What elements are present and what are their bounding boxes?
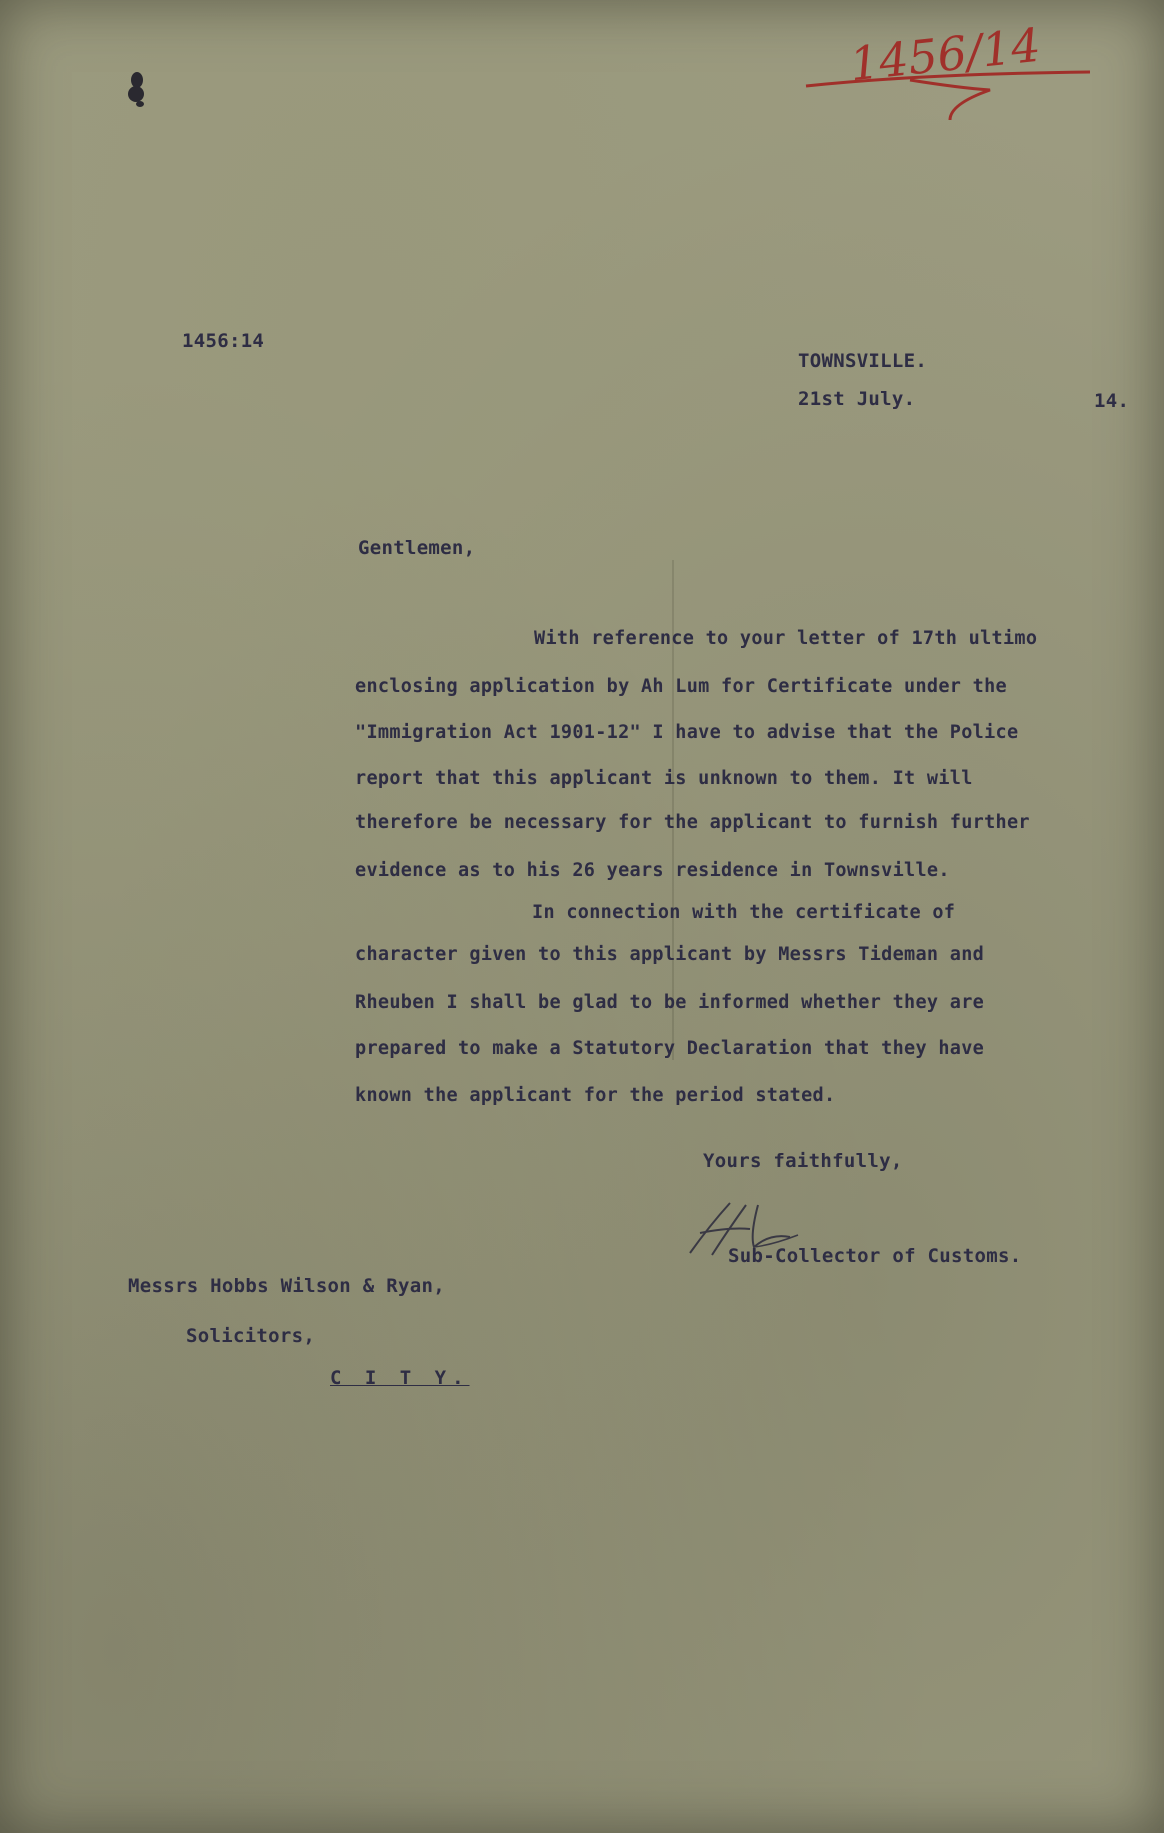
handwritten-reference-text: 1456/14 <box>847 17 1044 92</box>
letter-place: TOWNSVILLE. <box>798 350 928 372</box>
body-line: evidence as to his 26 years residence in Townsville. <box>355 860 950 881</box>
signature-title: Sub-Collector of Customs. <box>728 1245 1022 1267</box>
body-line: In connection with the certificate of <box>532 902 956 923</box>
body-line: prepared to make a Statutory Declaration that they have <box>355 1038 985 1059</box>
salutation: Gentlemen, <box>358 537 476 559</box>
body-line: report that this applicant is unknown to them. It will <box>355 768 973 789</box>
typed-reference-number: 1456:14 <box>182 330 265 352</box>
handwritten-reference-number <box>800 8 1100 128</box>
body-line: With reference to your letter of 17th ultimo <box>534 628 1038 649</box>
body-line: Rheuben I shall be glad to be informed whether they are <box>355 992 985 1013</box>
body-line: enclosing application by Ah Lum for Certificate under the <box>355 676 1007 697</box>
closing: Yours faithfully, <box>703 1150 903 1172</box>
body-line: "Immigration Act 1901-12" I have to advise that the Police <box>355 722 1019 743</box>
body-line: therefore be necessary for the applicant to furnish further <box>355 812 1030 833</box>
body-line: character given to this applicant by Messrs Tideman and <box>355 944 985 965</box>
addressee-name: Messrs Hobbs Wilson & Ryan, <box>128 1275 445 1297</box>
ink-blot-mark <box>126 70 148 108</box>
addressee-city: C I T Y. <box>330 1367 470 1389</box>
letter-date-day: 21st July. <box>798 388 916 410</box>
body-line: known the applicant for the period stated. <box>355 1085 836 1106</box>
addressee-role: Solicitors, <box>186 1325 316 1347</box>
letter-date-year: 14. <box>1094 390 1130 412</box>
